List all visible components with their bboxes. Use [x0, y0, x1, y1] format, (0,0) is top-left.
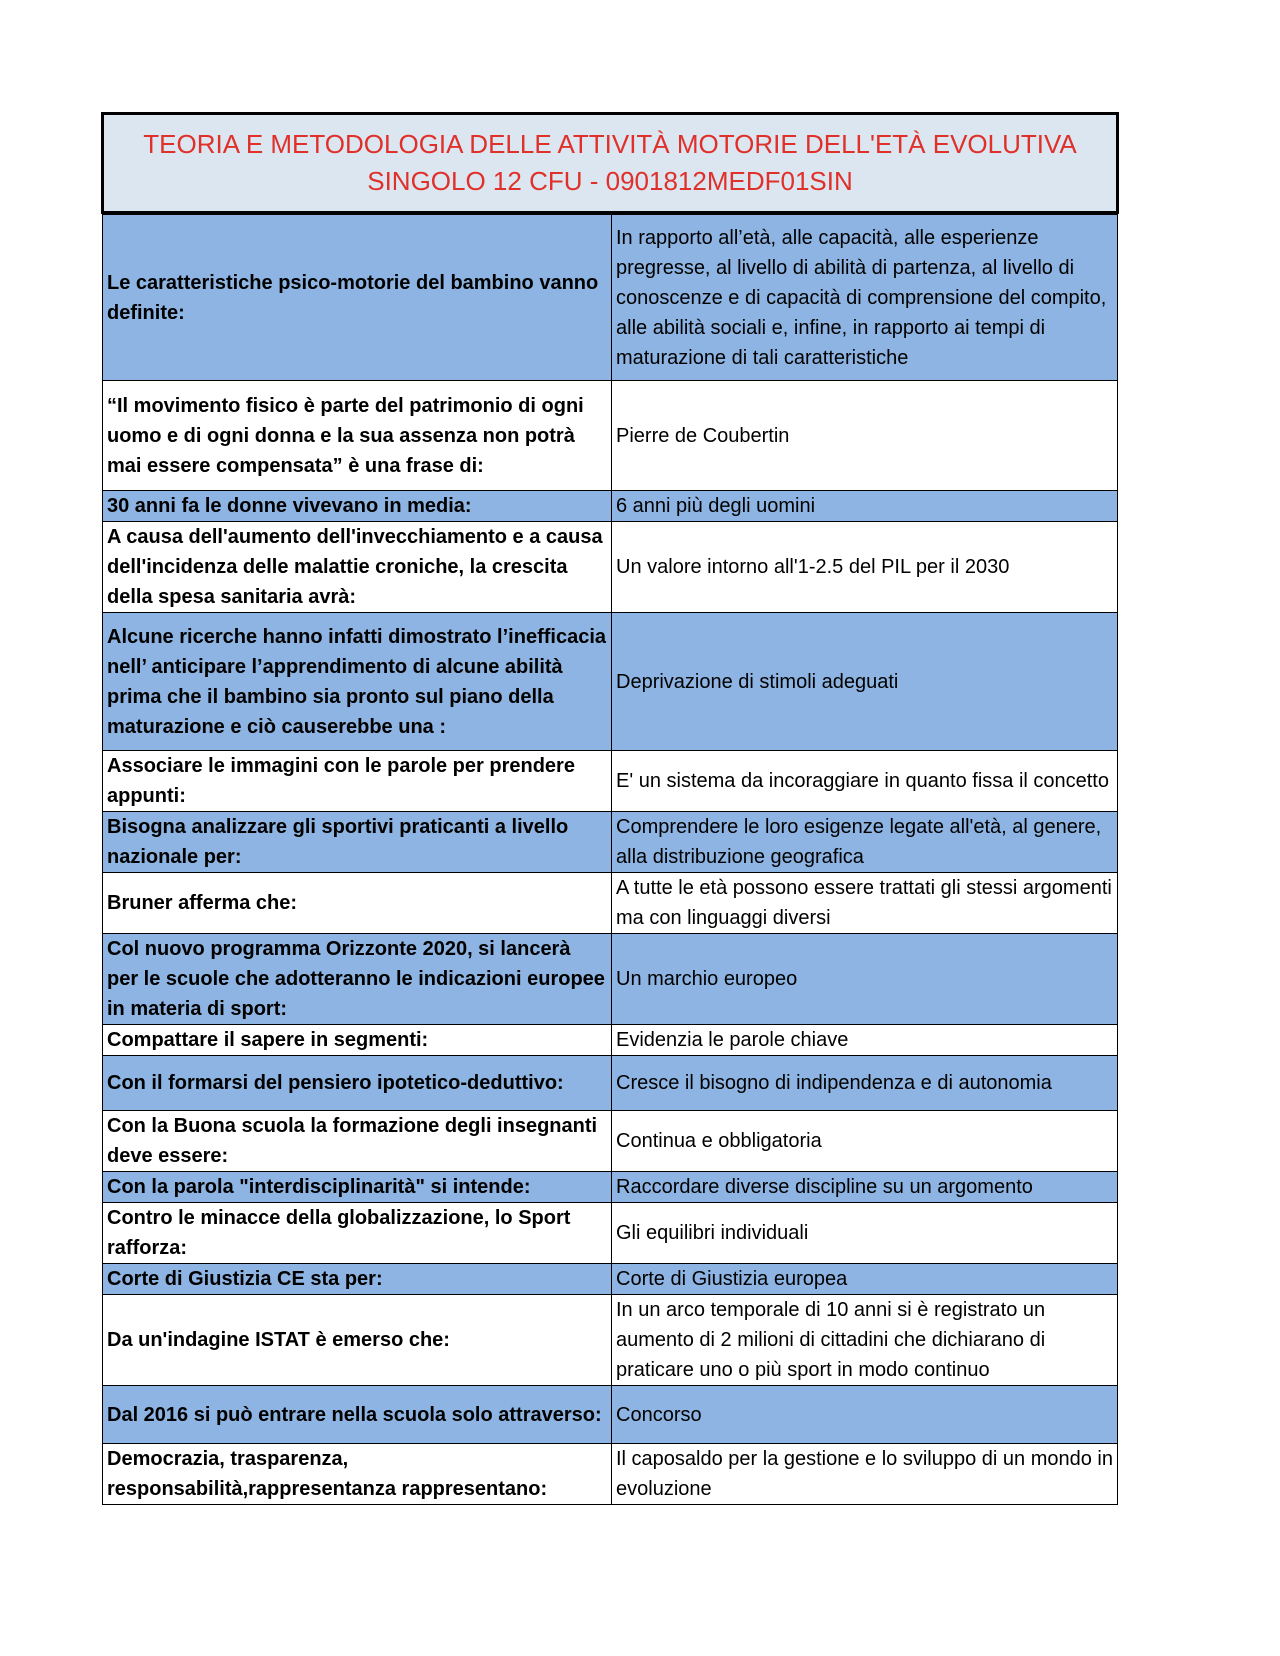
table-row — [103, 1386, 1118, 1444]
question-cell: “Il movimento fisico è parte del patrimonio di ogni uomo e di ogni donna e la sua assenza non potrà mai essere compensata” è una frase di: — [103, 381, 612, 491]
answer-cell: 6 anni più degli uomini — [612, 491, 1118, 522]
question-cell: Con la parola "interdisciplinarità" si intende: — [103, 1172, 612, 1203]
answer-cell: In un arco temporale di 10 anni si è registrato un aumento di 2 milioni di cittadini che dichiarano di praticare uno o più sport in modo continuo — [612, 1295, 1118, 1386]
question-cell: Associare le immagini con le parole per prendere appunti: — [103, 751, 612, 812]
question-cell: Con il formarsi del pensiero ipotetico-deduttivo: — [103, 1056, 612, 1111]
document-header — [101, 112, 1119, 214]
answer-cell: In rapporto all’età, alle capacità, alle esperienze pregresse, al livello di abilità di partenza, al livello di conoscenze e di capacità di comprensione del compito, alle abilità sociali e, infine, in rapporto ai tempi di maturazione di tali caratteristiche — [612, 215, 1118, 381]
table-row — [103, 873, 1118, 934]
question-cell: Contro le minacce della globalizzazione, lo Sport rafforza: — [103, 1203, 612, 1264]
table-row — [103, 812, 1118, 873]
question-cell: Le caratteristiche psico-motorie del bambino vanno definite: — [103, 215, 612, 381]
question-cell: Bisogna analizzare gli sportivi praticanti a livello nazionale per: — [103, 812, 612, 873]
question-cell: Da un'indagine ISTAT è emerso che: — [103, 1295, 612, 1386]
table-row — [103, 1056, 1118, 1111]
table-row — [103, 1111, 1118, 1172]
table-row — [103, 1025, 1118, 1056]
question-cell: Compattare il sapere in segmenti: — [103, 1025, 612, 1056]
question-cell: Alcune ricerche hanno infatti dimostrato l’inefficacia nell’ anticipare l’apprendimento di alcune abilità prima che il bambino sia pronto sul piano della maturazione e ciò causerebbe una : — [103, 613, 612, 751]
answer-cell: Concorso — [612, 1386, 1118, 1444]
question-cell: Col nuovo programma Orizzonte 2020, si lancerà per le scuole che adotteranno le indicazioni europee in materia di sport: — [103, 934, 612, 1025]
answer-cell: Continua e obbligatoria — [612, 1111, 1118, 1172]
answer-cell: Raccordare diverse discipline su un argomento — [612, 1172, 1118, 1203]
table-row — [103, 1295, 1118, 1386]
answer-cell: Deprivazione di stimoli adeguati — [612, 613, 1118, 751]
document-subtitle: SINGOLO 12 CFU - 0901812MEDF01SIN — [367, 166, 853, 196]
table-row — [103, 934, 1118, 1025]
answer-cell: Evidenzia le parole chiave — [612, 1025, 1118, 1056]
answer-cell: Il caposaldo per la gestione e lo sviluppo di un mondo in evoluzione — [612, 1444, 1118, 1505]
question-cell: Democrazia, trasparenza, responsabilità,rappresentanza rappresentano: — [103, 1444, 612, 1505]
table-row — [103, 1172, 1118, 1203]
table-row — [103, 522, 1118, 613]
answer-cell: Gli equilibri individuali — [612, 1203, 1118, 1264]
question-cell: 30 anni fa le donne vivevano in media: — [103, 491, 612, 522]
document-title: TEORIA E METODOLOGIA DELLE ATTIVITÀ MOTORIE DELL'ETÀ EVOLUTIVA — [143, 129, 1077, 159]
question-cell: Corte di Giustizia CE sta per: — [103, 1264, 612, 1295]
answer-cell: Un marchio europeo — [612, 934, 1118, 1025]
table-row — [103, 1264, 1118, 1295]
table-row — [103, 1203, 1118, 1264]
answer-cell: A tutte le età possono essere trattati gli stessi argomenti ma con linguaggi diversi — [612, 873, 1118, 934]
table-row — [103, 381, 1118, 491]
answer-cell: Corte di Giustizia europea — [612, 1264, 1118, 1295]
table-row — [103, 491, 1118, 522]
question-cell: A causa dell'aumento dell'invecchiamento e a causa dell'incidenza delle malattie croniche, la crescita della spesa sanitaria avrà: — [103, 522, 612, 613]
answer-cell: E' un sistema da incoraggiare in quanto fissa il concetto — [612, 751, 1118, 812]
table-row — [103, 215, 1118, 381]
answer-cell: Cresce il bisogno di indipendenza e di autonomia — [612, 1056, 1118, 1111]
answer-cell: Un valore intorno all'1-2.5 del PIL per il 2030 — [612, 522, 1118, 613]
answer-cell: Pierre de Coubertin — [612, 381, 1118, 491]
question-cell: Dal 2016 si può entrare nella scuola solo attraverso: — [103, 1386, 612, 1444]
table-row — [103, 751, 1118, 812]
question-cell: Con la Buona scuola la formazione degli insegnanti deve essere: — [103, 1111, 612, 1172]
question-cell: Bruner afferma che: — [103, 873, 612, 934]
table-row — [103, 613, 1118, 751]
table-row — [103, 1444, 1118, 1505]
answer-cell: Comprendere le loro esigenze legate all'età, al genere, alla distribuzione geografica — [612, 812, 1118, 873]
qa-table — [102, 214, 1118, 1505]
